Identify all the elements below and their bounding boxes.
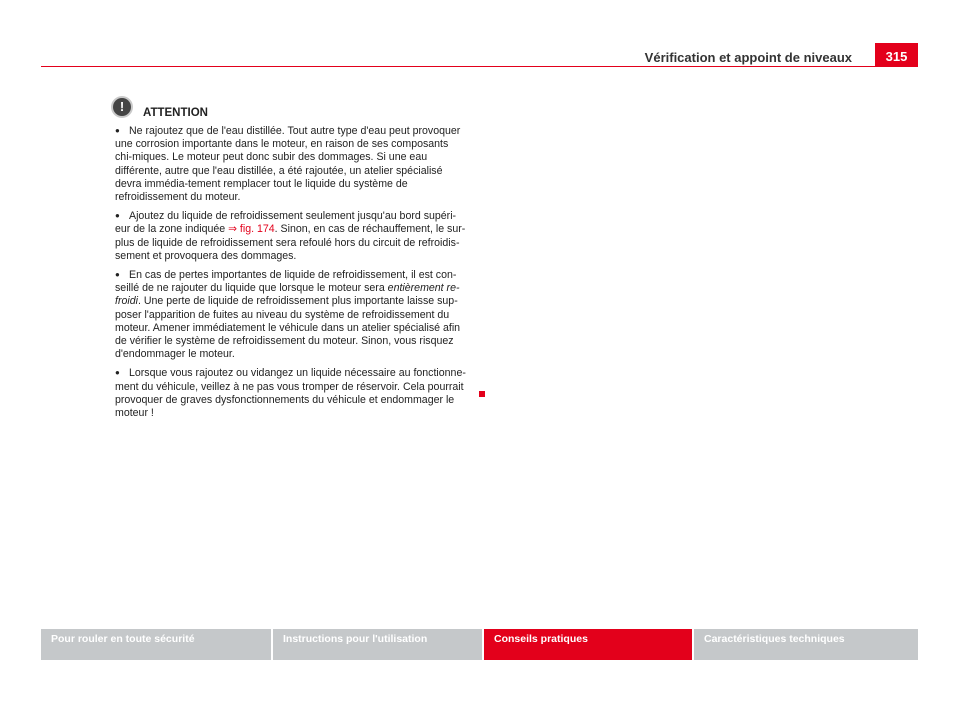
warning-item: [115, 124, 467, 204]
tab-caracteristiques[interactable]: Caractéristiques techniques: [694, 629, 918, 660]
warning-item-text: Ne rajoutez que de l'eau distillée. Tout autre type d'eau peut provoquer une corrosion importante dans le moteur, en raison de ses composants chi-miques. Le moteur peut donc subir des dommages. Si une eau différente, autre que l'eau distillée, a été rajoutée, un atelier spécialisé devra immédia-tement remplacer tout le liquide du système de refroidissement du moteur.: [115, 125, 461, 204]
page-number: 315: [875, 43, 918, 67]
warning-item: [115, 268, 467, 361]
section-end-marker: [479, 391, 485, 397]
header-divider: [41, 66, 918, 67]
warning-heading: [115, 99, 467, 122]
figure-reference-link[interactable]: ⇒ fig. 174: [228, 223, 275, 236]
warning-item-text: Lorsque vous rajoutez ou vidangez un liquide nécessaire au fonctionne-ment du véhicule, veillez à ne pas vous tromper de réservoir. Cela pourrait provoquer de graves dysfonctionnements du véhicule et endommager le moteur !: [115, 367, 466, 420]
running-header-title: Vérification et appoint de niveaux: [644, 50, 852, 65]
tab-conseils-pratiques[interactable]: Conseils pratiques: [484, 629, 692, 660]
warning-item: [115, 366, 467, 420]
warning-item-text: . Une perte de liquide de refroidissement plus importante laisse sup-poser l'apparition de fuites au niveau du système de refroidissement du moteur. Amener immédiatement le véhicule dans un atelier spécialisé afin de vérifier le système de refroidissement du moteur. Sinon, vous risquez d'endommager le moteur.: [115, 295, 461, 361]
tab-securite[interactable]: Pour rouler en toute sécurité: [41, 629, 271, 660]
bullet-icon: ●: [115, 368, 120, 378]
warning-item-text: Ajoutez du liquide de refroidissement seulement jusqu'au bord supéri-eur de la zone indiquée: [115, 210, 457, 236]
warning-block: [115, 99, 467, 425]
exclamation-circle-icon: !: [113, 98, 131, 116]
bullet-icon: ●: [115, 126, 120, 135]
bullet-icon: ●: [115, 270, 120, 280]
warning-item: [115, 209, 467, 263]
warning-item-emphasis: entièrement re-froidi: [115, 282, 460, 308]
tab-instructions[interactable]: Instructions pour l'utilisation: [273, 629, 482, 660]
footer-navigation: [41, 629, 918, 660]
warning-item-text: En cas de pertes importantes de liquide de refroidissement, il est con-seillé de ne rajouter du liquide que lorsque le moteur sera: [115, 269, 457, 295]
warning-label: ATTENTION: [143, 107, 208, 119]
bullet-icon: ●: [115, 211, 120, 221]
warning-item-text: . Sinon, en cas de réchauffement, le sur-plus de liquide de refroidissement sera refoulé hors du circuit de refroidis-sement et provoquera des dommages.: [115, 223, 466, 262]
